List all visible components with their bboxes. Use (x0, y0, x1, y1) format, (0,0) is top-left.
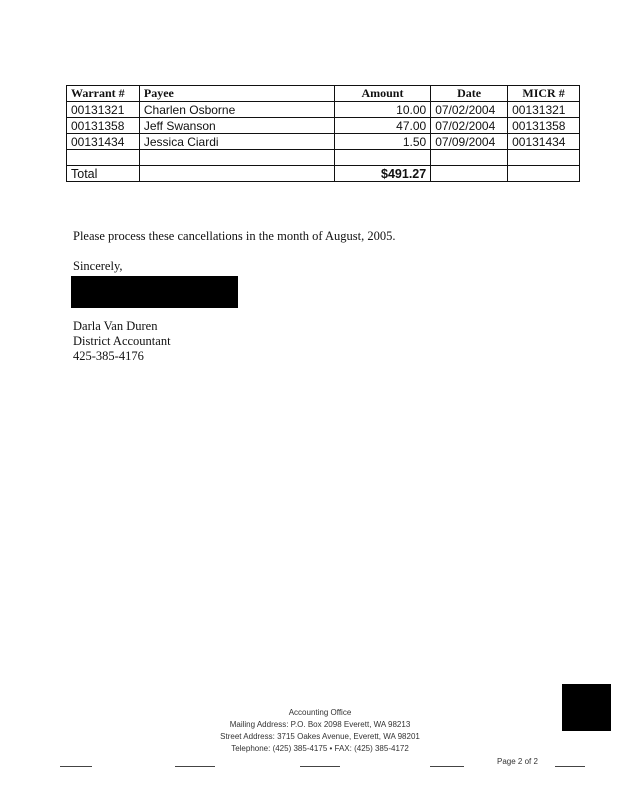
signer-phone: 425-385-4176 (73, 349, 144, 363)
payee-cell: Jeff Swanson (139, 118, 334, 134)
scan-artifact-line (60, 766, 92, 767)
date-cell: 07/09/2004 (431, 134, 508, 150)
warrant-cell: 00131358 (67, 118, 140, 134)
table-header-row (67, 86, 580, 102)
total-label: Total (67, 166, 140, 182)
signer-title: District Accountant (73, 334, 171, 348)
header-warrant: Warrant # (67, 86, 140, 102)
footer-street-address: Street Address: 3715 Oakes Avenue, Everett, WA 98201 (220, 732, 420, 741)
micr-cell: 00131321 (508, 102, 580, 118)
header-date: Date (431, 86, 508, 102)
page-number: Page 2 of 2 (497, 757, 538, 766)
signer-name: Darla Van Duren (73, 319, 158, 333)
empty-cell (139, 150, 334, 166)
empty-cell (508, 166, 580, 182)
total-row (67, 166, 580, 182)
empty-cell (334, 150, 430, 166)
empty-cell (431, 150, 508, 166)
empty-cell (508, 150, 580, 166)
micr-cell: 00131358 (508, 118, 580, 134)
redacted-signature (71, 276, 238, 308)
footer-mailing-address: Mailing Address: P.O. Box 2098 Everett, WA 98213 (229, 720, 411, 729)
total-amount: $491.27 (334, 166, 430, 182)
scan-artifact-line (300, 766, 340, 767)
empty-row (67, 150, 580, 166)
empty-cell (139, 166, 334, 182)
empty-cell (431, 166, 508, 182)
redaction-block (562, 684, 611, 731)
header-amount: Amount (334, 86, 430, 102)
header-payee: Payee (139, 86, 334, 102)
amount-cell: 47.00 (334, 118, 430, 134)
scan-artifact-line (430, 766, 464, 767)
warrant-table (66, 85, 580, 182)
scan-artifact-line (175, 766, 215, 767)
table-row (67, 134, 580, 150)
payee-cell: Jessica Ciardi (139, 134, 334, 150)
footer-phones: Telephone: (425) 385-4175 • FAX: (425) 385-4172 (231, 744, 409, 753)
warrant-cell: 00131321 (67, 102, 140, 118)
salutation: Sincerely, (73, 259, 123, 273)
empty-cell (67, 150, 140, 166)
table-row (67, 102, 580, 118)
scan-artifact-line (555, 766, 585, 767)
payee-cell: Charlen Osborne (139, 102, 334, 118)
amount-cell: 1.50 (334, 134, 430, 150)
warrant-cell: 00131434 (67, 134, 140, 150)
footer-office: Accounting Office (288, 708, 352, 717)
micr-cell: 00131434 (508, 134, 580, 150)
date-cell: 07/02/2004 (431, 118, 508, 134)
amount-cell: 10.00 (334, 102, 430, 118)
header-micr: MICR # (508, 86, 580, 102)
date-cell: 07/02/2004 (431, 102, 508, 118)
closing-paragraph: Please process these cancellations in the month of August, 2005. (73, 229, 396, 243)
table-row (67, 118, 580, 134)
